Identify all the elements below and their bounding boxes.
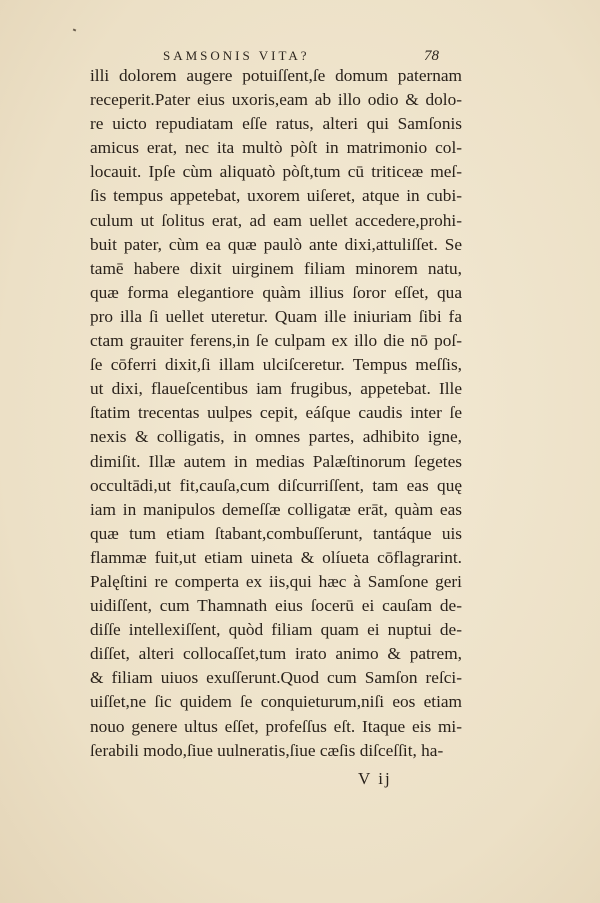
text-line: nouo genere ultus eſſet, profeſſus eſt. Itaque eis mi- — [90, 716, 462, 736]
text-line: iam in manipulos demeſſæ colligatæ erāt, quàm eas — [90, 499, 462, 519]
text-line: ctam grauiter ferens,in ſe culpam ex illo die nō poſ- — [90, 331, 462, 351]
text-line: quæ forma elegantiore quàm illius ſoror eſſet, qua — [90, 282, 462, 302]
page-number: 78 — [424, 48, 439, 64]
text-line: ſis tempus appetebat, uxorem uiſeret, atque in cubi- — [90, 186, 462, 206]
text-line: & filiam uiuos exuſſerunt.Quod cum Samſon reſci- — [90, 668, 462, 688]
text-line: quæ tum etiam ſtabant,combuſſerunt, tantáque uis — [90, 523, 462, 543]
text-line: ſe cōferri dixit,ſi illam ulciſceretur. Tempus meſſis, — [90, 355, 462, 375]
text-line: amicus erat, nec ita multò pòſt in matrimonio col- — [90, 138, 462, 158]
text-line: diſſet, alteri collocaſſet,tum irato animo & patrem, — [90, 644, 462, 664]
running-title: SAMSONIS VITA? — [163, 48, 310, 63]
text-line: culum ut ſolitus erat, ad eam uellet accedere,prohi- — [90, 210, 462, 230]
text-line: dimiſit. Illæ autem in medias Palæſtinorum ſegetes — [90, 451, 462, 471]
text-line: receperit.Pater eius uxoris,eam ab illo odio & dolo- — [90, 90, 462, 110]
text-line: uidiſſent, cum Thamnath eius ſocerū ei cauſam de- — [90, 596, 462, 616]
text-line: buit pater, cùm ea quæ paulò ante dixi,attuliſſet. Se — [90, 234, 462, 254]
text-line: tamē habere dixit uirginem filiam minorem natu, — [90, 258, 462, 278]
text-line: Palęſtini re comperta ex iis,qui hæc à Samſone geri — [90, 571, 462, 591]
text-line: ſerabili modo,ſiue uulneratis,ſiue cæſis diſceſſit, ha- — [90, 740, 444, 760]
text-line: illi dolorem augere potuiſſent,ſe domum paternam — [90, 66, 462, 85]
text-line: locauit. Ipſe cùm aliquatò pòſt,tum cū triticeæ meſ- — [90, 162, 462, 182]
ink-speck — [73, 28, 77, 31]
text-line: flammæ fuit,ut etiam uineta & olíueta cōflagrarint. — [90, 547, 462, 567]
text-line: nexis & colligatis, in omnes partes, adhibito igne, — [90, 427, 462, 447]
text-line: re uicto repudiatam eſſe ratus, alteri qui Samſonis — [90, 114, 462, 134]
text-line: ut dixi, flaueſcentibus iam frugibus, appetebat. Ille — [90, 379, 462, 399]
text-line: ſtatim trecentas uulpes cepit, eáſque caudis inter ſe — [90, 403, 462, 423]
text-line: pro illa ſi uellet uteretur. Quam ille iniuriam ſibi fa — [90, 306, 462, 326]
text-line: diſſe intellexiſſent, quòd filiam quam ei nuptui de- — [90, 620, 462, 640]
text-line: occultādi,ut fit,cauſa,cum diſcurriſſent, tam eas quę — [90, 475, 462, 495]
signature-mark: V ij — [358, 769, 392, 788]
body-text — [90, 64, 462, 763]
text-line: uiſſet,ne ſic quidem ſe conquieturum,niſi eos etiam — [90, 692, 462, 712]
